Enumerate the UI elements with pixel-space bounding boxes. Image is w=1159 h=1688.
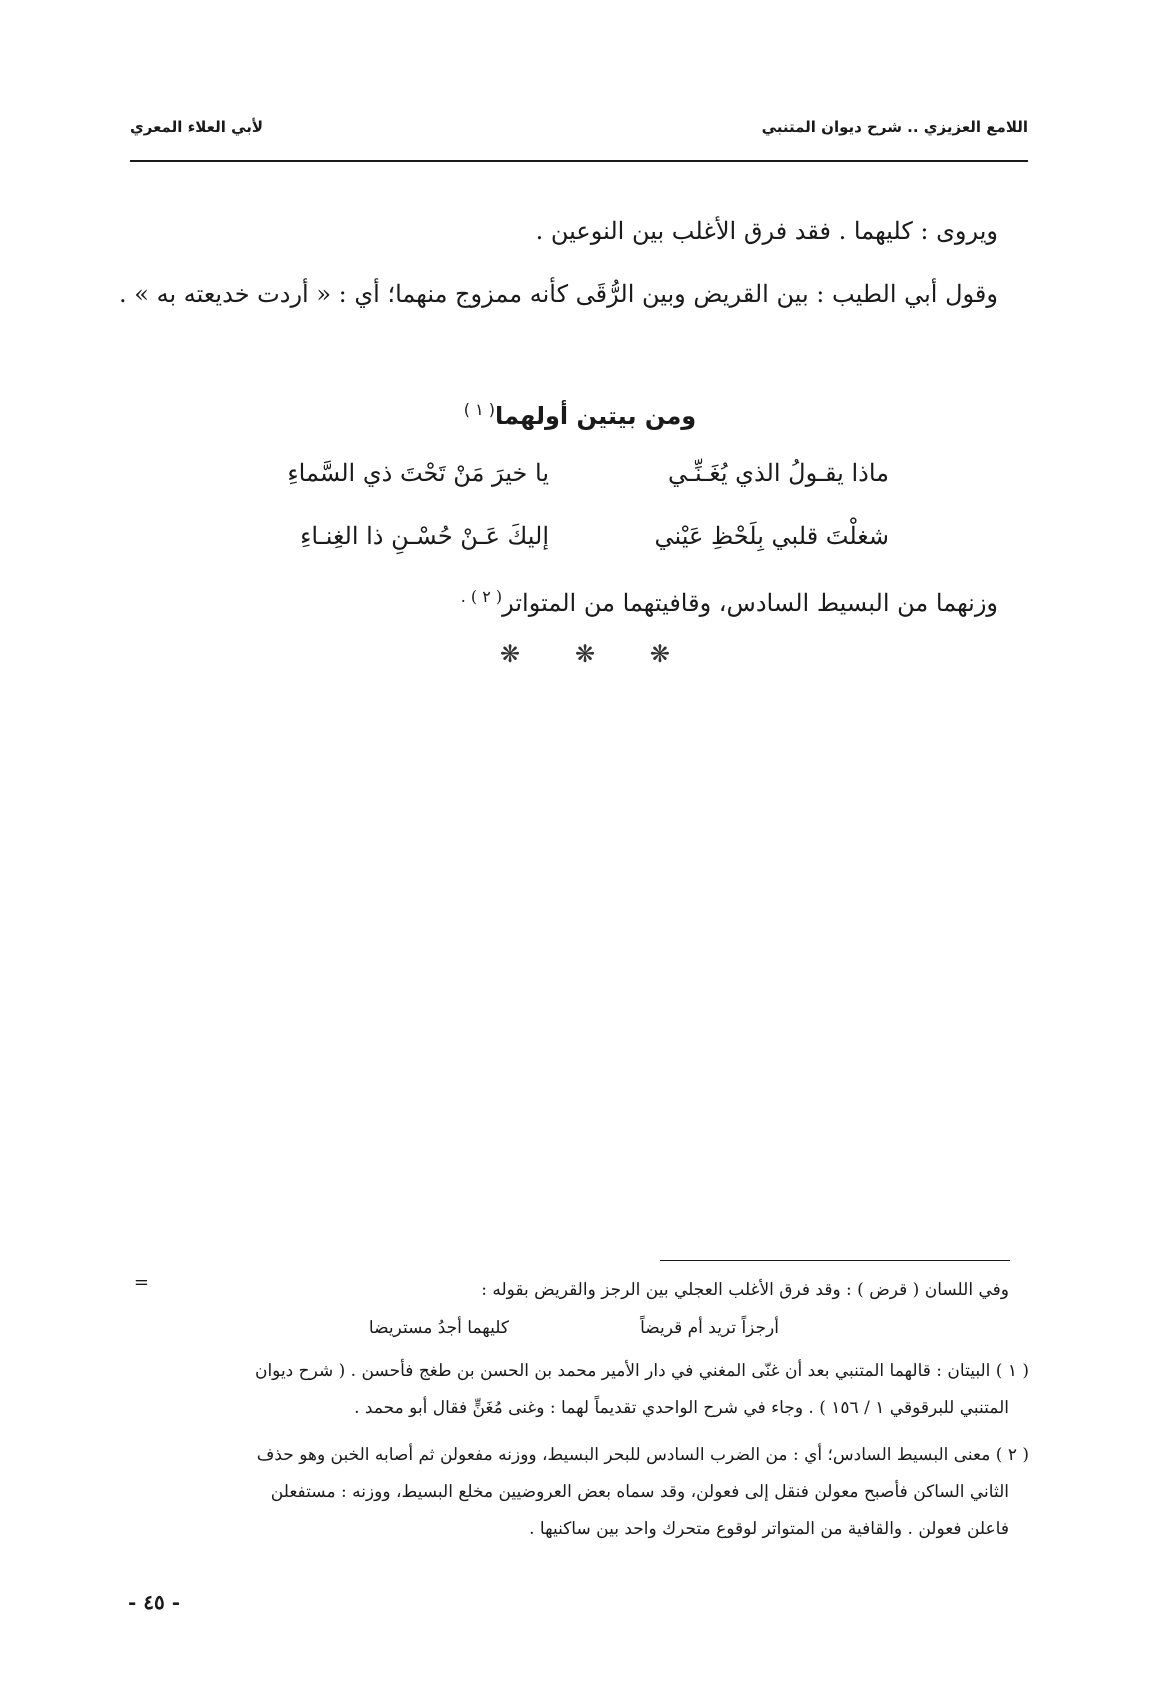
section-title-text: ومن بيتين أولهما	[495, 402, 697, 430]
footnote-continuation: وفي اللسان ( قرض ) : وقد فرق الأغلب العجلي بين الرجز والقريض بقوله :	[481, 1280, 1009, 1300]
footnote-continuation-mark: =	[133, 1272, 149, 1293]
footnote-verse-second: كليهما أجدُ مستريضا	[368, 1318, 509, 1338]
verse-2-second-hemistich: إليكَ عَـنْ حُسْـنِ ذا الغِنـاءِ	[300, 522, 549, 550]
footnote-1-line-1: ( ١ ) البيتان : قالهما المتنبي بعد أن غنّى المغني في دار الأمير محمد بن الحسن بن طغج فأحسن . ( شرح ديوان	[254, 1361, 1029, 1381]
footnote-2-line-1: ( ٢ ) معنى البسيط السادس؛ أي : من الضرب السادس للبحر البسيط، ووزنه مفعولن ثم أصابه الخبن وهو حذف	[256, 1445, 1029, 1465]
section-title	[300, 390, 860, 436]
page-number: - ٤٥ -	[128, 1590, 181, 1614]
body-line-3-text: وزنهما من البسيط السادس، وقافيتهما من المتواتر	[502, 589, 998, 617]
body-line-3-footnote-ref: ( ٢ ) .	[460, 587, 503, 606]
separator-star: ❋	[500, 640, 521, 668]
verse-1-first-hemistich: ماذا يقـولُ الذي يُغَـنِّـي	[667, 459, 889, 487]
section-separator	[500, 640, 670, 668]
body-line-1: ويروى : كليهما . فقد فرق الأغلب بين النوعين .	[535, 217, 998, 245]
verse-1-second-hemistich: يا خيرَ مَنْ تَحْتَ ذي السَّماءِ	[287, 459, 549, 487]
running-header	[130, 118, 1028, 162]
footnote-2-line-2: الثاني الساكن فأصبح معولن فنقل إلى فعولن، وقد سماه بعض العروضيين مخلع البسيط، ووزنه : مستفعلن	[270, 1482, 1009, 1502]
verse-2-first-hemistich: شغلْتَ قلبي بِلَحْظِ عَيْني	[654, 522, 889, 550]
separator-star: ❋	[574, 640, 596, 668]
body-line-3	[140, 578, 998, 622]
header-rule	[130, 160, 1028, 162]
body-line-2: وقول أبي الطيب : بين القريض وبين الرُّقَى كأنه ممزوج منهما؛ أي : « أردت خديعته به » .	[119, 280, 998, 308]
section-title-footnote-ref: ( ١ )	[463, 400, 496, 419]
separator-star: ❋	[649, 640, 670, 668]
footnote-2-line-3: فاعلن فعولن . والقافية من المتواتر لوقوع متحرك واحد بين ساكنيها .	[529, 1519, 1009, 1539]
footnote-rule	[660, 1260, 1010, 1261]
header-author: لأبي العلاء المعري	[130, 118, 264, 136]
footnote-1-line-2: المتنبي للبرقوقي ١ / ١٥٦ ) . وجاء في شرح الواحدي تقديماً لهما : وغنى مُغَنٍّ فقال أبو محمد .	[354, 1398, 1009, 1418]
footnote-verse-first: أرجزاً تريد أم قريضاً	[640, 1318, 779, 1338]
header-book-title: اللامع العزيزي .. شرح ديوان المتنبي	[761, 118, 1028, 136]
